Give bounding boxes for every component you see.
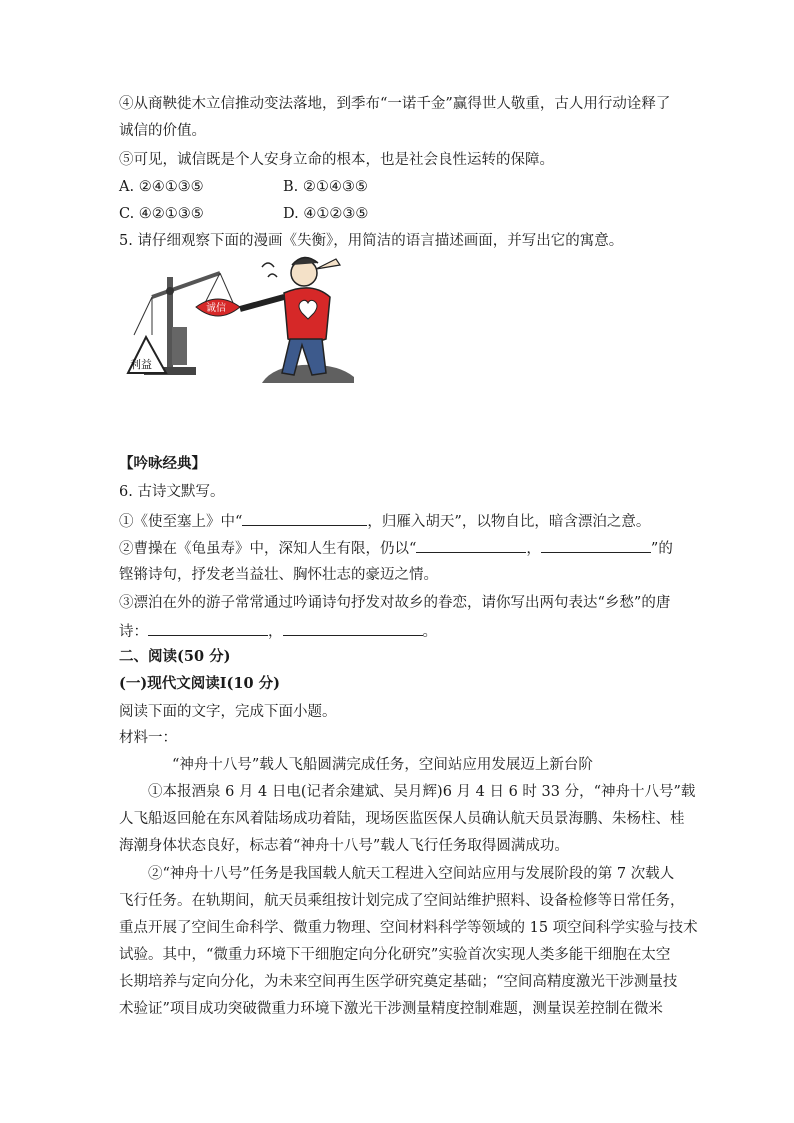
text-line: 铿锵诗句，抒发老当益壮、胸怀壮志的豪迈之情。 xyxy=(119,567,438,583)
paragraph-2: 试验。其中，“微重力环境下干细胞定向分化研究”实验首次实现人类多能干细胞在太空 xyxy=(119,947,671,963)
label-integrity: 诚信 xyxy=(206,303,226,314)
paragraph-1: ①本报酒泉 6 月 4 日电(记者余建斌、吴月辉)6 月 4 日 6 时 33 分，“神舟十八号”载 xyxy=(148,784,696,800)
paragraph-1: 人飞船返回舱在东风着陆场成功着陆，现场医监医保人员确认航天员景海鹏、朱杨柱、桂 xyxy=(119,811,685,827)
question-6-3-answer xyxy=(119,620,437,642)
answer-blank xyxy=(416,537,526,553)
paragraph-1: 海潮身体状态良好，标志着“神舟十八号”载人飞行任务取得圆满成功。 xyxy=(119,838,569,854)
q6-2-suffix: ”的 xyxy=(650,541,673,557)
q6-3-sep: ， xyxy=(268,624,283,640)
material-label: 材料一： xyxy=(119,730,177,746)
subsection-title: (一)现代文阅读Ⅰ(10 分) xyxy=(119,675,280,692)
section-classic-title: 【吟咏经典】 xyxy=(119,455,206,472)
paragraph-2: 飞行任务。在轨期间，航天员乘组按计划完成了空间站维护照料、设备检修等日常任务， xyxy=(119,893,685,909)
question-5: 5. 请仔细观察下面的漫画《失衡》，用简洁的语言描述画面，并写出它的寓意。 xyxy=(119,233,624,249)
question-6-2 xyxy=(119,537,673,559)
cartoon-imbalance xyxy=(122,255,362,385)
q6-2-sep: ， xyxy=(526,541,541,557)
article-title: “神舟十八号”载人飞船圆满完成任务，空间站应用发展迈上新台阶 xyxy=(172,757,593,773)
text-line: ④从商鞅徙木立信推动变法落地，到季布“一诺千金”赢得世人敬重，古人用行动诠释了 xyxy=(119,96,671,112)
answer-blank xyxy=(283,620,423,636)
question-6: 6. 古诗文默写。 xyxy=(119,484,225,500)
answer-blank xyxy=(242,510,367,526)
option-d: D. ④①②③⑤ xyxy=(283,206,369,222)
q6-1-suffix: ，归雁入胡天”，以物自比，暗含漂泊之意。 xyxy=(367,514,651,530)
q6-3-suffix: 。 xyxy=(422,624,437,640)
paragraph-2: ②“神舟十八号”任务是我国载人航天工程进入空间站应用与发展阶段的第 7 次载人 xyxy=(148,866,675,882)
option-b: B. ②①④③⑤ xyxy=(283,179,368,195)
instruction: 阅读下面的文字，完成下面小题。 xyxy=(119,704,337,720)
question-6-1 xyxy=(119,510,650,532)
answer-blank xyxy=(148,620,268,636)
section-reading-title: 二、阅读(50 分) xyxy=(119,648,231,665)
answer-blank xyxy=(541,537,651,553)
text-line: ⑤可见，诚信既是个人安身立命的根本，也是社会良性运转的保障。 xyxy=(119,152,554,168)
paragraph-2: 长期培养与定向分化，为未来空间再生医学研究奠定基础；“空间高精度激光干涉测量技 xyxy=(119,974,678,990)
q6-1-prefix: ①《使至塞上》中“ xyxy=(119,514,243,530)
option-a: A. ②④①③⑤ xyxy=(119,179,204,195)
text-line: 诚信的价值。 xyxy=(119,123,206,139)
q6-2-prefix: ②曹操在《龟虽寿》中，深知人生有限，仍以“ xyxy=(119,541,417,557)
paragraph-2: 术验证”项目成功突破微重力环境下激光干涉测量精度控制难题，测量误差控制在微米 xyxy=(119,1001,663,1017)
question-6-3: ③漂泊在外的游子常常通过吟诵诗句抒发对故乡的眷恋，请你写出两句表达“乡愁”的唐 xyxy=(119,595,671,611)
label-profit: 利益 xyxy=(130,358,152,371)
option-c: C. ④②①③⑤ xyxy=(119,206,204,222)
q6-3-prefix: 诗： xyxy=(119,624,148,640)
paragraph-2: 重点开展了空间生命科学、微重力物理、空间材料科学等领域的 15 项空间科学实验与技术 xyxy=(119,920,698,936)
